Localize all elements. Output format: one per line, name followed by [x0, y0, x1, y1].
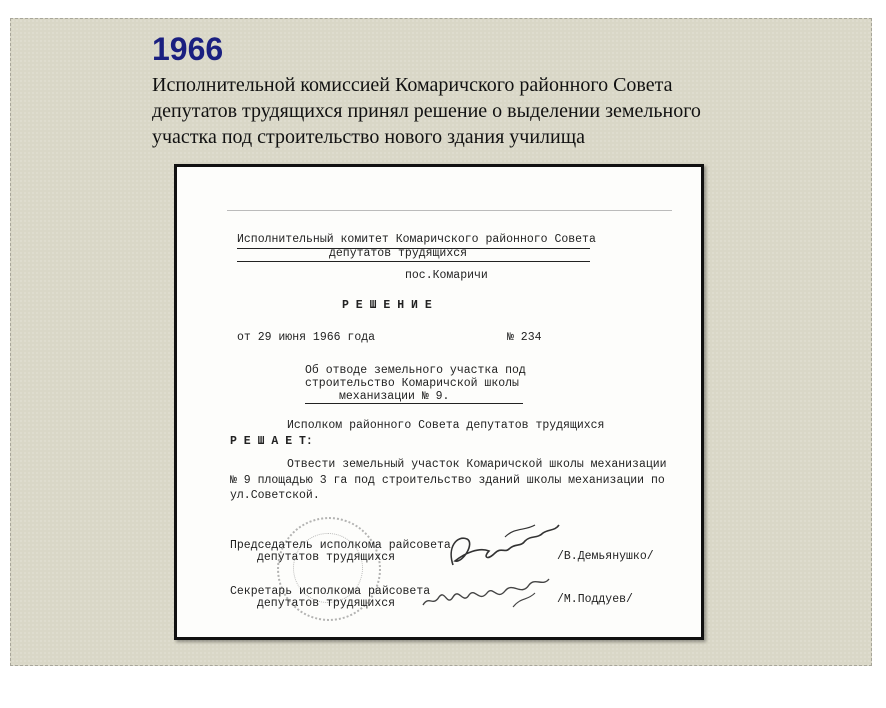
- place-text: пос.Комаричи: [405, 269, 488, 282]
- org-line-2: депутатов трудящихся: [329, 247, 468, 260]
- paper-edge-line: [227, 210, 672, 211]
- document-number: № 234: [507, 331, 542, 344]
- preamble-text: Исполком районного Совета депутатов трудящихся: [287, 419, 605, 432]
- caption-line: депутатов трудящихся принял решение о выделении земельного: [152, 100, 701, 122]
- body-line-1: Отвести земельный участок Комаричской школы механизации: [287, 458, 667, 471]
- caption-line: участка под строительство нового здания училища: [152, 126, 585, 148]
- document-type: Р Е Ш Е Н И Е: [342, 299, 432, 312]
- subject-underline: [305, 403, 523, 404]
- chair-title-1: Председатель исполкома райсовета: [230, 539, 451, 552]
- org-line-1: Исполнительный комитет Комаричского районного Совета: [237, 233, 596, 246]
- secretary-name: /М.Поддуев/: [557, 593, 633, 606]
- caption-line: Исполнительной комиссией Комаричского районного Совета: [152, 74, 673, 96]
- caption-text: [152, 72, 792, 150]
- decides-text: Р Е Ш А Е Т:: [230, 435, 313, 448]
- chair-name: /В.Демьянушко/: [557, 550, 654, 563]
- document-scan: [174, 164, 704, 640]
- secretary-title-2: депутатов трудящихся: [257, 597, 396, 610]
- body-line-2: № 9 площадью 3 га под строительство зданий школы механизации по: [230, 474, 665, 487]
- org-underline-2: [237, 261, 590, 262]
- secretary-title-1: Секретарь исполкома райсовета: [230, 585, 431, 598]
- document-date: от 29 июня 1966 года: [237, 331, 376, 344]
- subject-line-3: механизации № 9.: [339, 390, 450, 403]
- secretary-signature-icon: [417, 567, 557, 617]
- subject-line-1: Об отводе земельного участка под: [305, 364, 526, 377]
- chair-title-2: депутатов трудящихся: [257, 551, 396, 564]
- subject-line-2: строительство Комаричской школы: [305, 377, 519, 390]
- year-heading: 1966: [152, 31, 224, 67]
- body-line-3: ул.Советской.: [230, 489, 320, 502]
